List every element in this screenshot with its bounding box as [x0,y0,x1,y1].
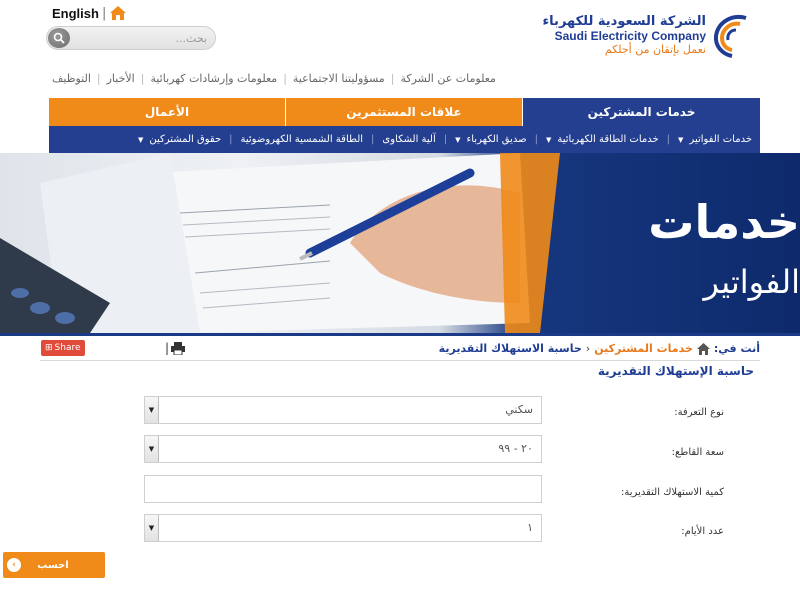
subnav-label: حقوق المشتركين [149,134,222,145]
separator: | [165,341,170,355]
separator: | [140,72,145,85]
top-links [52,72,496,85]
consumption-label: كمية الاستهلاك التقديرية: [621,487,724,498]
days-value: ١ [527,521,533,534]
caret-down-icon: ▼ [137,135,144,144]
tariff-value: سكني [505,403,533,416]
consumption-input[interactable] [144,475,542,503]
breaker-select[interactable] [144,435,542,463]
dropdown-arrow-icon[interactable]: ▼ [145,397,159,423]
separator: | [371,134,375,145]
logo-text [543,14,706,56]
calculate-label: احسب [37,559,69,571]
dropdown-arrow-icon[interactable]: ▼ [145,436,159,462]
top-link-about[interactable]: معلومات عن الشركة [400,72,496,85]
arrow-left-icon: ‹ [7,558,21,572]
subnav-label: الطاقة الشمسية الكهروضوئية [240,134,364,145]
breadcrumb-arrow-icon: ‹ [585,342,591,355]
divider [40,360,760,361]
share-button[interactable] [41,340,85,356]
print-icon[interactable] [171,342,185,355]
share-label: Share [54,343,81,353]
tab-investor-relations[interactable]: علاقات المستثمرين [286,98,523,126]
days-select[interactable] [144,514,542,542]
search-box [46,26,216,50]
breaker-label: سعة القاطع: [671,447,724,458]
subnav-item-complaints[interactable] [382,134,435,145]
banner-title: خدمات [648,195,800,249]
subnav-label: خدمات الطاقة الكهربائية [557,134,659,145]
breaker-value: ٢٠ - ٩٩ [498,442,533,455]
english-link[interactable]: English [52,5,99,21]
caret-down-icon: ▼ [678,135,684,144]
main-tabs [49,98,760,126]
search-input[interactable] [77,29,207,47]
logo-name-english: Saudi Electricity Company [554,29,706,43]
days-label: عدد الأيام: [681,526,724,537]
search-button[interactable] [48,28,70,48]
top-link-electrical-guidance[interactable]: معلومات وإرشادات كهربائية [150,72,278,85]
tariff-label: نوع التعرفة: [674,407,724,418]
breadcrumb-prefix: أنت في: [713,342,760,355]
separator: | [229,134,233,145]
sub-navigation [49,126,760,153]
dropdown-arrow-icon[interactable]: ▼ [145,515,159,541]
home-icon[interactable] [697,343,710,355]
home-icon[interactable] [109,5,127,21]
separator: | [96,72,101,85]
calculate-button[interactable] [3,552,105,578]
top-link-social-responsibility[interactable]: مسؤوليتنا الاجتماعية [292,72,385,85]
tab-business[interactable]: الأعمال [49,98,286,126]
breadcrumb-link-customer-services[interactable]: خدمات المشتركين [594,342,693,355]
subnav-label: خدمات الفواتير [689,134,752,145]
plus-icon: ⊞ [45,343,53,353]
subnav-label: صديق الكهرباء [466,134,527,145]
subnav-item-power-services[interactable] [546,134,659,145]
subnav-item-solar[interactable] [241,134,364,145]
caret-down-icon: ▼ [545,135,552,144]
separator: | [443,134,448,145]
separator: | [283,72,287,85]
breadcrumb [439,342,760,355]
logo-slogan: نعمل بإتقان من أجلكم [604,43,706,56]
separator: | [534,134,538,145]
page-title: حاسبة الإستهلاك التقديرية [597,364,754,378]
subnav-item-billing[interactable] [678,134,752,145]
caret-down-icon: ▼ [455,135,461,144]
separator: | [390,72,395,85]
sec-logo-icon [710,12,754,58]
logo-name-arabic: الشركة السعودية للكهرباء [542,14,706,29]
tab-customer-services[interactable]: خدمات المشتركين [523,98,760,126]
subnav-label: آلية الشكاوى [382,134,436,145]
separator: | [101,5,107,21]
top-link-careers[interactable]: التوظيف [52,72,91,85]
banner-divider [0,333,800,336]
tariff-select[interactable] [144,396,542,424]
subnav-item-electricity-friend[interactable] [455,134,526,145]
hero-banner [0,153,800,333]
search-icon [53,32,65,44]
banner-subtitle: الفواتير [703,263,800,301]
separator: | [666,134,671,145]
breadcrumb-current: حاسبة الاستهلاك التقديرية [438,342,582,355]
company-logo[interactable] [543,12,754,58]
language-switch [52,5,127,21]
subnav-item-subscriber-rights[interactable] [138,134,221,145]
top-link-news[interactable]: الأخبار [106,72,135,85]
